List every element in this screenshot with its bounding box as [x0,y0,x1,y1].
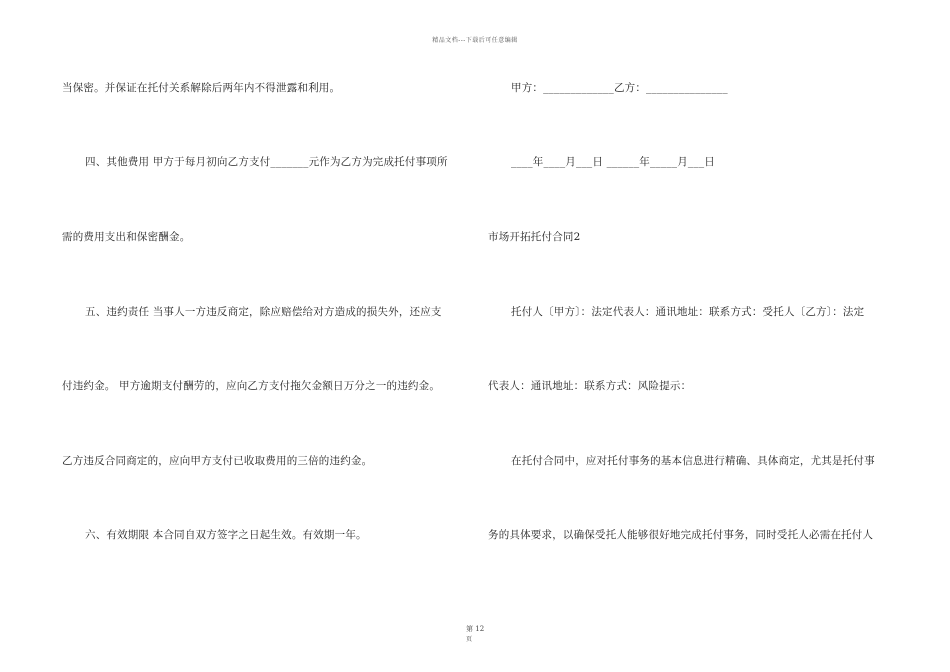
left-line-1: 当保密。并保证在托付关系解除后两年内不得泄露和利用。 [62,82,341,94]
right-line-3: 市场开拓托付合同2 [488,231,581,243]
left-line-3: 需的费用支出和保密酬金。 [62,231,191,243]
right-line-6: 在托付合同中，应对托付事务的基本信息进行精确、具体商定，尤其是托付事 [511,455,875,467]
page-header: 精品文档---下载后可任意编辑 [432,37,518,44]
left-line-6: 乙方违反合同商定的，应向甲方支付已收取费用的三倍的违约金。 [62,455,373,467]
page-number [466,624,484,634]
right-line-5: 代表人：通讯地址：联系方式：风险提示： [488,380,692,392]
right-line-7: 务的具体要求，以确保受托人能够很好地完成托付事务，同时受托人必需在托付人 [488,529,874,541]
page-label-bottom: 页 [466,636,473,643]
right-line-1: 甲方：_____________乙方：_______________ [511,82,728,94]
left-line-2: 四、其他费用 甲方于每月初向乙方支付_______元作为乙方为完成托付事项所 [85,156,448,168]
right-line-2: ____年____月___日 ______年_____月___日 [511,156,715,168]
left-line-4: 五、违约责任 当事人一方违反商定，除应赔偿给对方造成的损失外，还应支 [85,306,442,318]
right-line-4: 托付人〔甲方〕：法定代表人：通讯地址：联系方式：受托人〔乙方〕：法定 [511,306,865,318]
left-line-5: 付违约金。 甲方逾期支付酬劳的，应向乙方支付拖欠金额日万分之一的违约金。 [62,380,441,392]
left-line-7: 六、有效期限 本合同自双方签字之日起生效。有效期一年。 [85,529,367,541]
page-number-value: 12 [475,625,485,633]
page-label-top: 第 [466,625,473,633]
